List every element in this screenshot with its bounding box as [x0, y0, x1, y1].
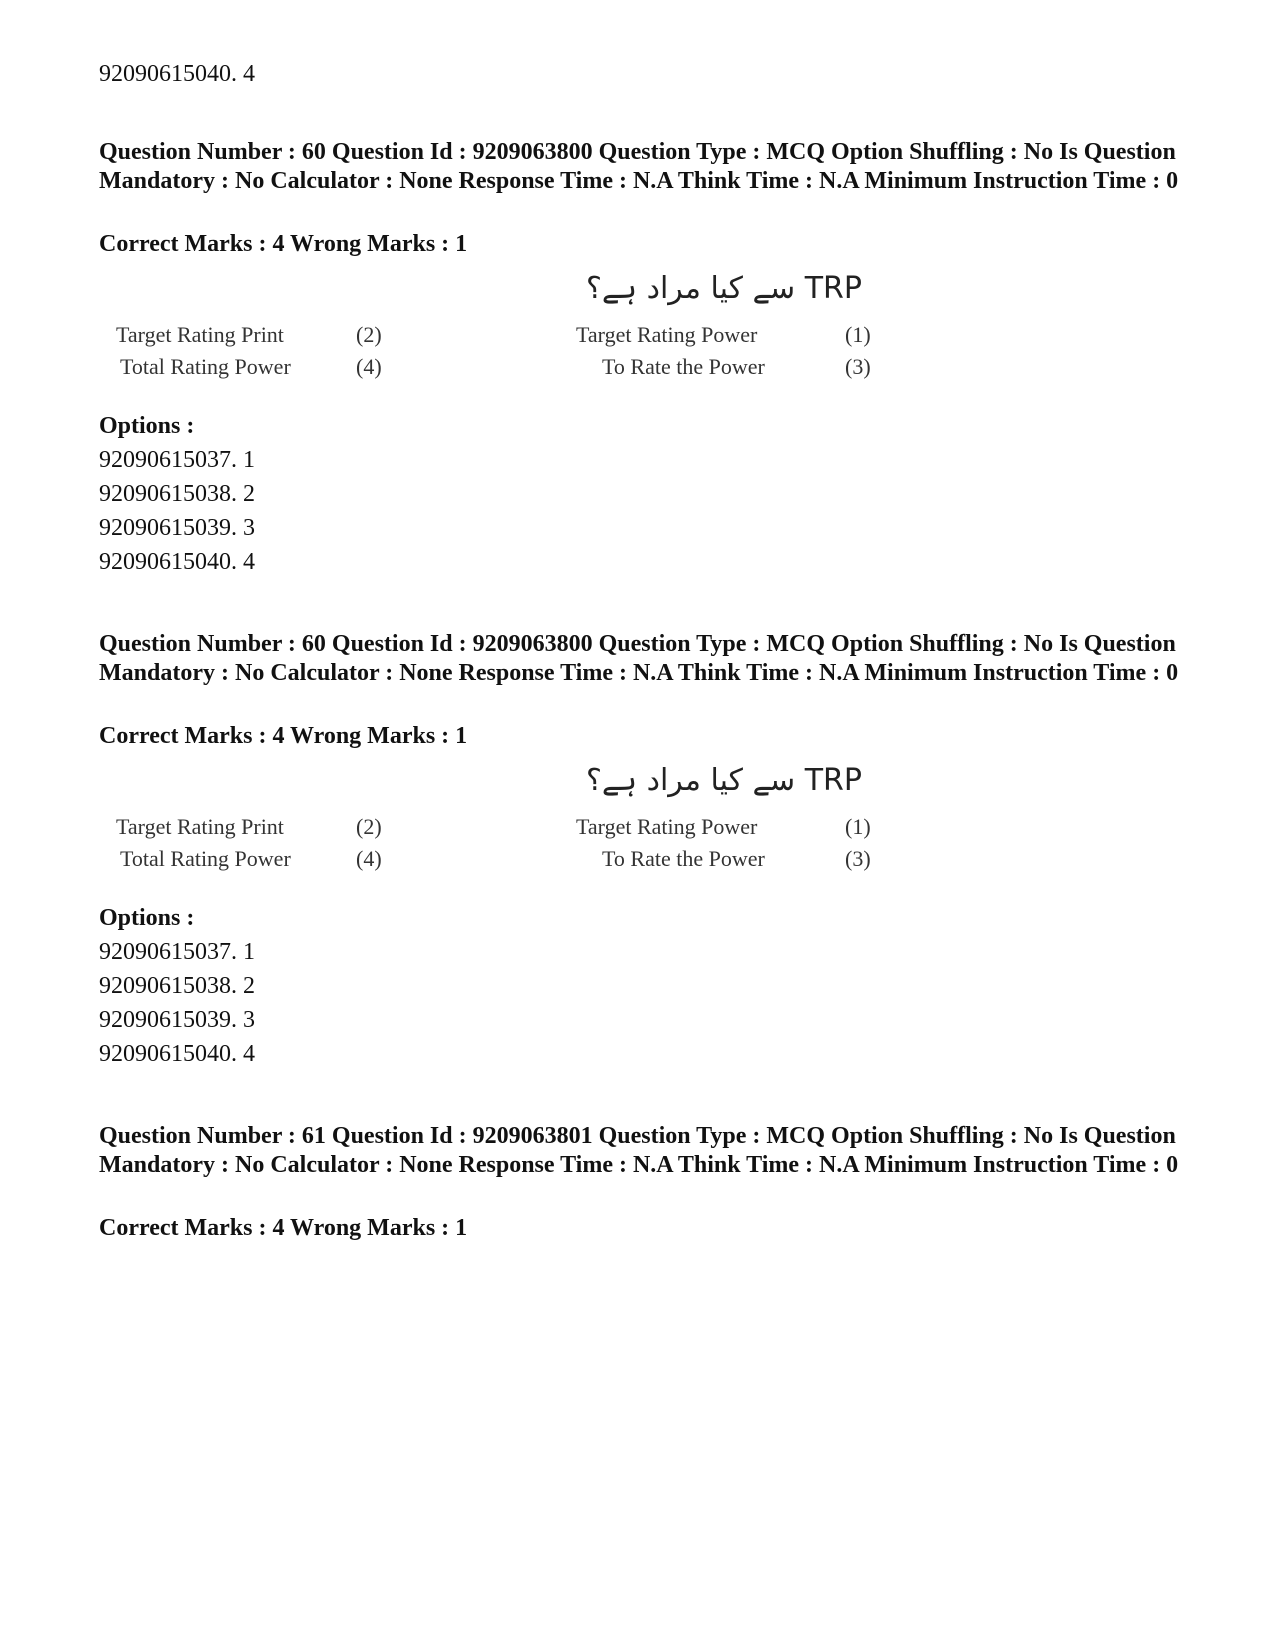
choice-2-number: (2): [356, 814, 382, 839]
question-urdu-text: TRP سے کیا مراد ہے؟: [586, 271, 862, 306]
question-header: Question Number : 60 Question Id : 9209063800 Question Type : MCQ Option Shuffling : No Is Question Mandatory : No Calculator : None Response Time : N.A Think Time : N.A Minimum Instruction Time : 0: [99, 139, 1179, 194]
marks-line: Correct Marks : 4 Wrong Marks : 1: [99, 1215, 468, 1241]
choice-3-text: To Rate the Power: [602, 354, 765, 379]
choice-4-number: (4): [356, 354, 382, 379]
choice-2-number: (2): [356, 322, 382, 347]
marks-line: Correct Marks : 4 Wrong Marks : 1: [99, 231, 468, 257]
marks-line: Correct Marks : 4 Wrong Marks : 1: [99, 723, 468, 749]
option-item: 92090615039. 3: [99, 1007, 255, 1033]
option-item: 92090615040. 4: [99, 549, 255, 575]
option-item: 92090615037. 1: [99, 939, 255, 965]
choice-3-number: (3): [845, 354, 871, 379]
question-image: [99, 270, 919, 390]
choice-4-text: Total Rating Power: [120, 846, 291, 871]
choice-1-text: Target Rating Power: [576, 814, 758, 839]
choice-1-number: (1): [845, 322, 871, 347]
option-item: 92090615039. 3: [99, 515, 255, 541]
choice-1-number: (1): [845, 814, 871, 839]
choice-2-text: Target Rating Print: [116, 814, 284, 839]
options-label: Options :: [99, 905, 195, 931]
choice-3-text: To Rate the Power: [602, 846, 765, 871]
option-line: 92090615040. 4: [99, 61, 255, 87]
choice-3-number: (3): [845, 846, 871, 871]
option-item: 92090615040. 4: [99, 1041, 255, 1067]
question-header: Question Number : 60 Question Id : 9209063800 Question Type : MCQ Option Shuffling : No Is Question Mandatory : No Calculator : None Response Time : N.A Think Time : N.A Minimum Instruction Time : 0: [99, 631, 1179, 686]
choice-4-number: (4): [356, 846, 382, 871]
options-label: Options :: [99, 413, 195, 439]
question-header: Question Number : 61 Question Id : 9209063801 Question Type : MCQ Option Shuffling : No Is Question Mandatory : No Calculator : None Response Time : N.A Think Time : N.A Minimum Instruction Time : 0: [99, 1123, 1179, 1178]
option-item: 92090615038. 2: [99, 481, 255, 507]
option-item: 92090615037. 1: [99, 447, 255, 473]
option-item: 92090615038. 2: [99, 973, 255, 999]
choice-2-text: Target Rating Print: [116, 322, 284, 347]
question-urdu-text: TRP سے کیا مراد ہے؟: [586, 763, 862, 798]
question-image: [99, 762, 919, 882]
choice-4-text: Total Rating Power: [120, 354, 291, 379]
choice-1-text: Target Rating Power: [576, 322, 758, 347]
